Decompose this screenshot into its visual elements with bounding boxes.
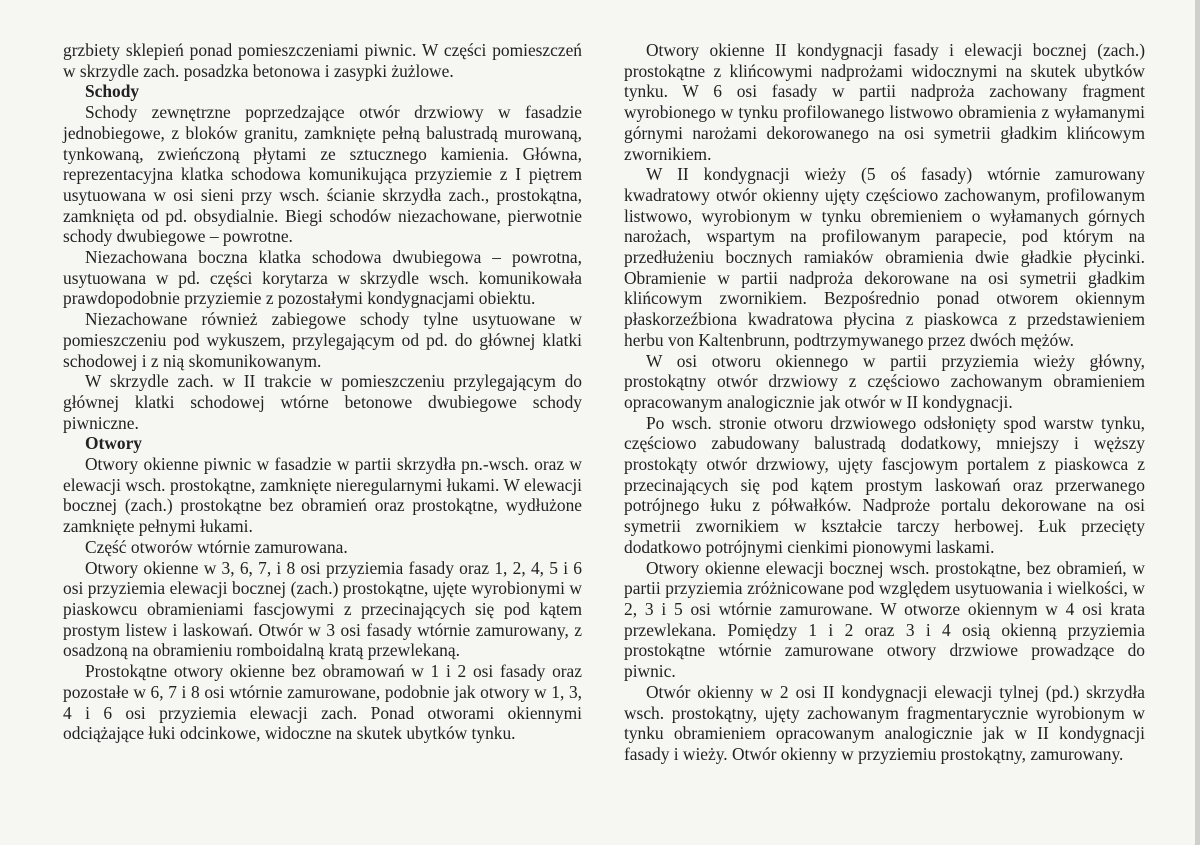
right-column (624, 40, 1145, 765)
paragraph-rear-stairs: Niezachowane również zabiegowe schody tylne usytuowane w pomieszczeniu pod wykuszem, przylegającym od pd. do głównej klatki schodowej i z nią skomunikowanym. (63, 309, 582, 371)
paragraph-vaults: grzbiety sklepień ponad pomieszczeniami piwnic. W części pomieszczeń w skrzydle zach. posadzka betonowa i zasypki żużlowe. (63, 40, 582, 81)
paragraph-main-door: W osi otworu okiennego w partii przyziemia wieży główny, prostokątny otwór drzwiowy z częściowo zachowanym obramieniem opracowanym analogicznie jak otwór w II kondygnacji. (624, 350, 1145, 412)
paragraph-east-elevation-windows: Otwory okienne elewacji bocznej wsch. prostokątne, bez obramień, w partii przyziemia zróżnicowane pod względem usytuowania i wielkości, w 2, 3 i 5 osi wtórnie zamurowane. W otworze okiennym w 4 osi krata przewlekana. Pomiędzy 1 i 2 oraz 3 i 4 osią okienną przyziemia prostokątne wtórnie zamurowane otwory drzwiowe prowadzące do piwnic. (624, 557, 1145, 682)
left-column (63, 40, 582, 744)
heading-otwory: Otwory (85, 433, 142, 454)
paragraph-ground-floor-windows: Otwory okienne w 3, 6, 7, i 8 osi przyziemia fasady oraz 1, 2, 4, 5 i 6 osi przyziemia elewacji bocznej (zach.) prostokątne, ujęte wyrobionymi w piaskowcu obramieniami fascjowymi z przecinających się pod kątem prostym listew i laskowań. Otwór w 3 osi fasady wtórnie zamurowany, z osadzoną na obramieniu romboidalną kratą przewlekaną. (63, 557, 582, 661)
paragraph-walled-openings: Część otworów wtórnie zamurowana. (85, 536, 348, 557)
heading-schody: Schody (85, 81, 140, 102)
paragraph-tower-window: W II kondygnacji wieży (5 oś fasady) wtórnie zamurowany kwadratowy otwór okienny ujęty częściowo zachowanym, profilowanym listwowo, wyrobionym w tynku obremieniem o wyłamanych górnych narożach, wspartym na profilowanym parapecie, pod którym na przedłużeniu bocznych ramiaków obramienia dwie gładkie płycinki. Obramienie w partii nadproża dekorowane na osi symetrii gładkim klińcowym zwornikiem. Bezpośrednio ponad otworem okiennym płaskorzeźbiona kwadratowa płycina z piaskowca z przedstawieniem herbu von Kaltenbrunn, podtrzymywanego przez dwóch mężów. (624, 164, 1145, 350)
page-edge (1195, 0, 1200, 845)
paragraph-side-staircase: Niezachowana boczna klatka schodowa dwubiegowa – powrotna, usytuowana w pd. części korytarza w skrzydle wsch. komunikowała prawdopodobnie przyziemie z pozostałymi kondygnacjami obiektu. (63, 247, 582, 309)
paragraph-cellar-windows: Otwory okienne piwnic w fasadzie w partii skrzydła pn.-wsch. oraz w elewacji wsch. prostokątne, zamknięte nieregularnymi łukami. W elewacji bocznej (zach.) prostokątne bez obramień oraz prostokątne, wydłużone zamknięte pełnymi łukami. (63, 454, 582, 537)
paragraph-exterior-stairs: Schody zewnętrzne poprzedzające otwór drzwiowy w fasadzie jednobiegowe, z bloków granitu, zamknięte pełną balustradą murowaną, tynkowaną, zwieńczoną płytami ze sztucznego kamienia. Główna, reprezentacyjna klatka schodowa komunikująca przyziemie z I piętrem usytuowana w osi sieni przy wsch. ścianie skrzydła zach., prostokątna, zamknięta od pd. obsydialnie. Biegi schodów niezachowane, pierwotnie schody dwubiegowe – powrotne. (63, 102, 582, 247)
paragraph-cellar-stairs: W skrzydle zach. w II trakcie w pomieszczeniu przylegającym do głównej klatki schodowej wtórne betonowe dwubiegowe schody piwniczne. (63, 371, 582, 433)
paragraph-second-storey-windows: Otwory okienne II kondygnacji fasady i elewacji bocznej (zach.) prostokątne z klińcowymi nadprożami widocznymi na skutek ubytków tynku. W 6 osi fasady w partii nadproża zachowany fragment wyrobionego w tynku profilowanego listwowo obramienia z wyłamanymi górnymi narożami dekorowanego na osi symetrii gładkim klińcowym zwornikiem. (624, 40, 1145, 164)
paragraph-side-door-portal: Po wsch. stronie otworu drzwiowego odsłonięty spod warstw tynku, częściowo zabudowany balustradą dodatkowy, mniejszy i węższy prostokąty otwór drzwiowy, ujęty fascjowym portalem z piaskowca z przecinających się pod kątem prostym laskowań oraz przerwanego potrójnego łuku z półwałków. Nadproże portalu dekorowane na osi symetrii zwornikiem w kształcie tarczy herbowej. Łuk przecięty dodatkowo potrójnymi cienkimi pionowymi laskami. (624, 412, 1145, 557)
paragraph-rear-elevation-window: Otwór okienny w 2 osi II kondygnacji elewacji tylnej (pd.) skrzydła wsch. prostokątny, ujęty zachowanym fragmentarycznie wyrobionym w tynku obramieniem opracowanym analogicznie jak w II kondygnacji fasady i wieży. Otwór okienny w przyziemiu prostokątny, zamurowany. (624, 681, 1145, 764)
paragraph-unframed-windows: Prostokątne otwory okienne bez obramowań w 1 i 2 osi fasady oraz pozostałe w 6, 7 i 8 osi wtórnie zamurowane, podobnie jak otwory w 1, 3, 4 i 6 osi przyziemia elewacji zach. Ponad otworami okiennymi odciążające łuki odcinkowe, widoczne na skutek ubytków tynku. (63, 661, 582, 744)
